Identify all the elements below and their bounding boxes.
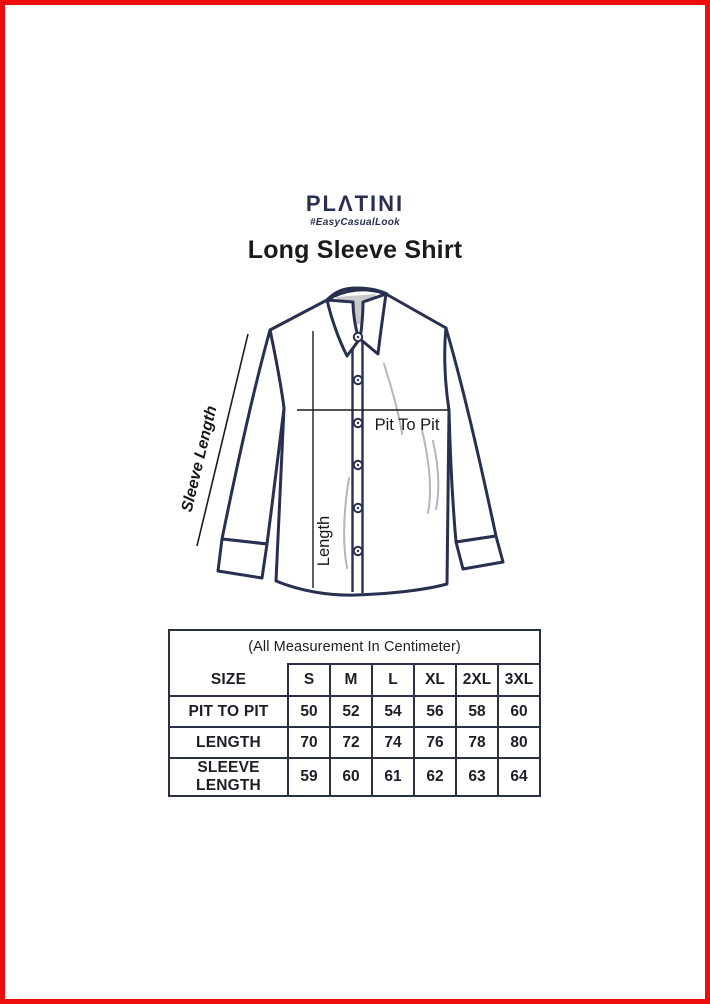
cell-value: 62	[414, 758, 456, 795]
table-row-sleeve-length	[170, 758, 539, 795]
cell-value: 72	[330, 727, 372, 758]
brand-block	[0, 193, 710, 228]
page-title: Long Sleeve Shirt	[247, 236, 463, 264]
button	[354, 547, 362, 555]
cell-value: 74	[372, 727, 414, 758]
cell-value: 64	[498, 758, 539, 795]
cell-value: 50	[288, 696, 330, 727]
right-cuff	[456, 536, 503, 569]
size-corner-label: SIZE	[170, 664, 288, 696]
cell-value: 60	[498, 696, 539, 727]
shirt-illustration	[218, 288, 503, 595]
button	[354, 376, 362, 384]
brand-logo: PLΛTINI	[305, 191, 405, 216]
size-column-2xl: 2XL	[456, 664, 498, 696]
left-sleeve	[222, 330, 284, 544]
cell-value: 52	[330, 696, 372, 727]
cell-value: 60	[330, 758, 372, 795]
cell-value: 54	[372, 696, 414, 727]
size-column-s: S	[288, 664, 330, 696]
size-chart-table	[170, 663, 539, 795]
brand-tagline: #EasyCasualLook	[309, 217, 401, 228]
measurement-unit-note: (All Measurement In Centimeter)	[248, 639, 461, 655]
shirt-measurement-diagram	[160, 275, 520, 610]
row-label: SLEEVE LENGTH	[170, 758, 288, 795]
button	[354, 461, 362, 469]
cell-value: 59	[288, 758, 330, 795]
right-sleeve	[445, 328, 496, 542]
size-column-3xl: 3XL	[498, 664, 539, 696]
cell-value: 78	[456, 727, 498, 758]
cell-value: 58	[456, 696, 498, 727]
pit-to-pit-label: Pit To Pit	[374, 416, 440, 434]
left-cuff	[218, 539, 267, 578]
cell-value: 70	[288, 727, 330, 758]
row-label: LENGTH	[170, 727, 288, 758]
row-label: PIT TO PIT	[170, 696, 288, 727]
cell-value: 56	[414, 696, 456, 727]
button	[354, 504, 362, 512]
size-column-l: L	[372, 664, 414, 696]
length-label: Length	[315, 515, 333, 567]
table-row-pit-to-pit	[170, 696, 539, 727]
cell-value: 61	[372, 758, 414, 795]
cell-value: 80	[498, 727, 539, 758]
size-column-xl: XL	[414, 664, 456, 696]
sleeve-length-label: Sleeve Length	[178, 404, 221, 514]
button	[354, 419, 362, 427]
table-row-length	[170, 727, 539, 758]
cell-value: 63	[456, 758, 498, 795]
size-chart	[168, 629, 541, 797]
size-header-row	[170, 664, 539, 696]
button	[354, 333, 362, 341]
size-column-m: M	[330, 664, 372, 696]
cell-value: 76	[414, 727, 456, 758]
